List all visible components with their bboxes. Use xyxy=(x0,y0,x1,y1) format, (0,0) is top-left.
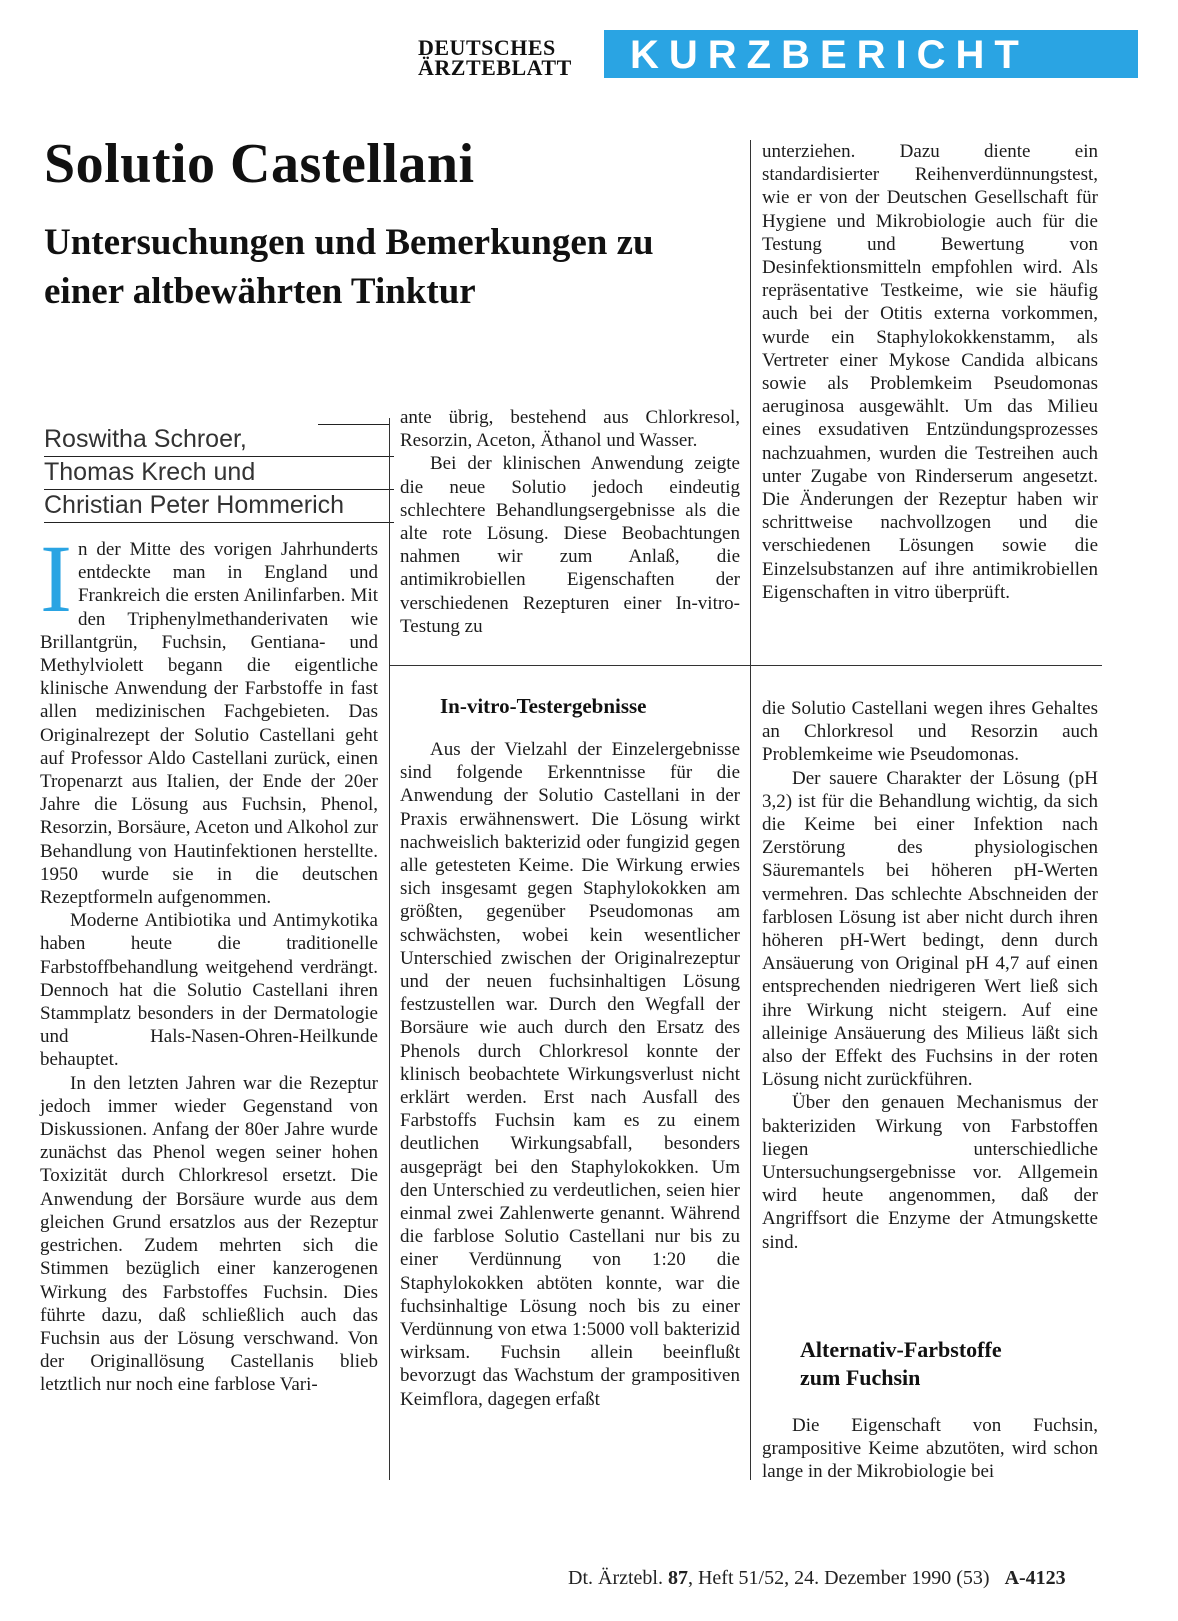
footer-volume: 87 xyxy=(667,1567,688,1589)
paragraph xyxy=(40,525,378,909)
paragraph-text: n der Mitte des vorigen Jahrhunderts entdeckte man in England und Frankreich die ersten Anilinfarben. Mit den Triphenylmethanderivaten wie Brillantgrün, Fuchsin, Gentiana- und Methylviolett begann die eigentliche klinische Anwendung der Farbstoffe in fast allen medizinischen Fachgebieten. Das Originalrezept der Solutio Castellani geht auf Professor Aldo Castellani zurück, einen Tropenarzt aus Italien, der Ende der 20er Jahre die Lösung aus Fuchsin, Phenol, Resorzin, Borsäure, Aceton und Alkohol zur Behandlung von Hautinfektionen herstellte. 1950 wurde sie in die deutschen Rezeptformeln aufgenommen. xyxy=(40,539,378,909)
article-subtitle: Untersuchungen und Bemerkungen zu einer altbewährten Tinktur xyxy=(44,222,654,312)
section-rule xyxy=(750,665,1102,666)
column-1 xyxy=(40,525,378,1397)
column-divider xyxy=(750,140,751,1480)
column-3-bottom xyxy=(762,697,1098,1254)
column-2-top xyxy=(400,406,740,638)
paragraph: Die Eigenschaft von Fuchsin, grampositive Keime abzutöten, wird schon lange in der Mikrobiologie bei xyxy=(762,1415,1098,1483)
paragraph: Der sauere Charakter der Lösung (pH 3,2) ist für die Behandlung wichtig, da sich die Keime bei einer Infektion nach Zerstörung des physiologischen Säuremantels bei höheren pH-Werten vermehren. Das schlechte Abschneiden der farblosen Lösung ist aber nicht durch ihren höheren pH-Wert bedingt, denn durch Ansäuerung von Original pH 4,7 auf einen entsprechenden niedrigeren Wert ließ sich ihre Wirkung nicht steigern. Auf eine alleinige Ansäuerung des Milieus läßt sich also der Effekt des Fuchsins in der roten Lösung nicht zurückführen. xyxy=(762,767,1098,1091)
section-heading: In-vitro-Testergebnisse xyxy=(440,694,647,718)
column-2-bottom xyxy=(400,738,740,1411)
author-name: Christian Peter Hommerich xyxy=(44,490,394,523)
paragraph: ante übrig, bestehend aus Chlorkresol, Resorzin, Aceton, Äthanol und Wasser. xyxy=(400,407,740,452)
column-divider xyxy=(389,418,390,1480)
section-heading xyxy=(800,1336,1002,1392)
paragraph: Aus der Vielzahl der Einzelergebnisse sind folgende Erkenntnisse für die Anwendung der Solutio Castellani in der Praxis erwähnenswert. Die Lösung wirkt nachweislich bakterizid oder fungizid gegen alle getesteten Keime. Die Wirkung erwies sich insgesamt gegen Staphylokokken am größten, gegenüber Pseudomonas am schwächsten, wobei kein wesentlicher Unterschied zwischen der Originalrezeptur und der neuen fuchsinhaltigen Lösung festzustellen war. Durch den Wegfall der Borsäure wie auch durch den Ersatz des Phenols durch Chlorkresol konnte der klinisch beobachtete Wirkungsverlust nicht erklärt werden. Erst nach Ausfall des Farbstoffs Fuchsin kam es zu einem deutlichen Wirkungsabfall, besonders ausgeprägt bei den Staphylokokken. Um den Unterschied zu verdeutlichen, seien hier einmal zwei Zahlenwerte genannt. Während die farblose Solutio Castellani nur bis zu einer Verdünnung von 1:20 die Staphylokokken abtöten konnte, war die fuchsinhaltige Lösung noch bis zu einer Verdünnung von etwa 1:5000 voll bakterizid wirksam. Fuchsin allein beeinflußt bevorzugt das Wachstum der grampositiven Keimflora, dagegen erfaßt xyxy=(400,739,740,1410)
column-3-end xyxy=(762,1414,1098,1484)
column-3-top xyxy=(762,140,1098,604)
paragraph: die Solutio Castellani wegen ihres Gehaltes an Chlorkresol und Resorzin auch Problemkeime wie Pseudomonas. xyxy=(762,698,1098,766)
section-heading-line: zum Fuchsin xyxy=(800,1365,921,1390)
paragraph: In den letzten Jahren war die Rezeptur jedoch immer wieder Gegenstand von Diskussionen. Anfang der 80er Jahre wurde zunächst das Phenol wegen seiner hohen Toxizität durch Chlorkresol ersetzt. Die Anwendung der Borsäure wurde aus dem gleichen Grund ersatzlos aus der Rezeptur gestrichen. Zudem mehrten sich die Stimmen bezüglich einer kanzerogenen Wirkung des Farbstoffes Fuchsin. Dies führte dazu, daß schließlich auch das Fuchsin aus der Lösung verschwand. Von der Originallösung Castellanis blieb letztlich nur noch eine farblose Vari- xyxy=(40,1072,378,1396)
paragraph: unterziehen. Dazu diente ein standardisierter Reihenverdünnungstest, wie er von der Deutschen Gesellschaft für Hygiene und Mikrobiologie auch für die Testung und Bewertung von Desinfektionsmitteln empfohlen wird. Als repräsentative Testkeime, wie sie häufig auch bei der Otitis externa vorkommen, wurde ein Staphylokokkenstamm, als Vertreter einer Mykose Candida albicans sowie als Problemkeim Pseudomonas aeruginosa ausgewählt. Um das Milieu eines exsudativen Entzündungsprozesses nachzuahmen, wurden die Testreihen auch unter Zugabe von Rinderserum angesetzt. Die Änderungen der Rezeptur haben wir schrittweise nachvollzogen und die verschiedenen Lösungen sowie die Einzelsubstanzen auf ihre antimikrobiellen Eigenschaften in vitro überprüft. xyxy=(762,141,1098,603)
section-heading-line: Alternativ-Farbstoffe xyxy=(800,1337,1002,1362)
paragraph: Moderne Antibiotika und Antimykotika haben heute die traditionelle Farbstoffbehandlung weitgehend verdrängt. Dennoch hat die Solutio Castellani ihren Stammplatz besonders in der Dermatologie und Hals-Nasen-Ohren-Heilkunde behauptet. xyxy=(40,910,378,1071)
author-list xyxy=(44,424,394,523)
page-footer xyxy=(568,1567,1066,1590)
footer-issue: , Heft 51/52, 24. Dezember 1990 (53) xyxy=(687,1567,990,1589)
masthead-line-1: DEUTSCHES xyxy=(418,35,556,60)
footer-page-number: A-4123 xyxy=(1004,1567,1066,1589)
section-banner xyxy=(604,30,1138,78)
article-title: Solutio Castellani xyxy=(44,133,475,195)
author-name: Roswitha Schroer, xyxy=(44,424,394,457)
journal-masthead xyxy=(418,35,572,80)
author-name: Thomas Krech und xyxy=(44,457,394,490)
section-rule xyxy=(390,665,750,666)
section-banner-label: KURZBERICHT xyxy=(630,33,1029,77)
paragraph: Bei der klinischen Anwendung zeigte die neue Solutio jedoch eindeutig schlechtere Behandlungsergebnisse als die alte rote Lösung. Diese Beobachtungen nahmen wir zum Anlaß, die antimikrobiellen Eigenschaften der verschiedenen Rezepturen einer In-vitro-Testung zu xyxy=(400,453,740,637)
masthead-line-2: ÄRZTEBLATT xyxy=(418,55,572,80)
footer-journal: Dt. Ärztebl. xyxy=(568,1567,663,1589)
drop-cap: I xyxy=(40,525,72,632)
paragraph: Über den genauen Mechanismus der bakteriziden Wirkung von Farbstoffen liegen unterschiedliche Untersuchungsergebnisse vor. Allgemein wird heute angenommen, daß der Angriffsort die Enzyme der Atmungskette sind. xyxy=(762,1092,1098,1253)
